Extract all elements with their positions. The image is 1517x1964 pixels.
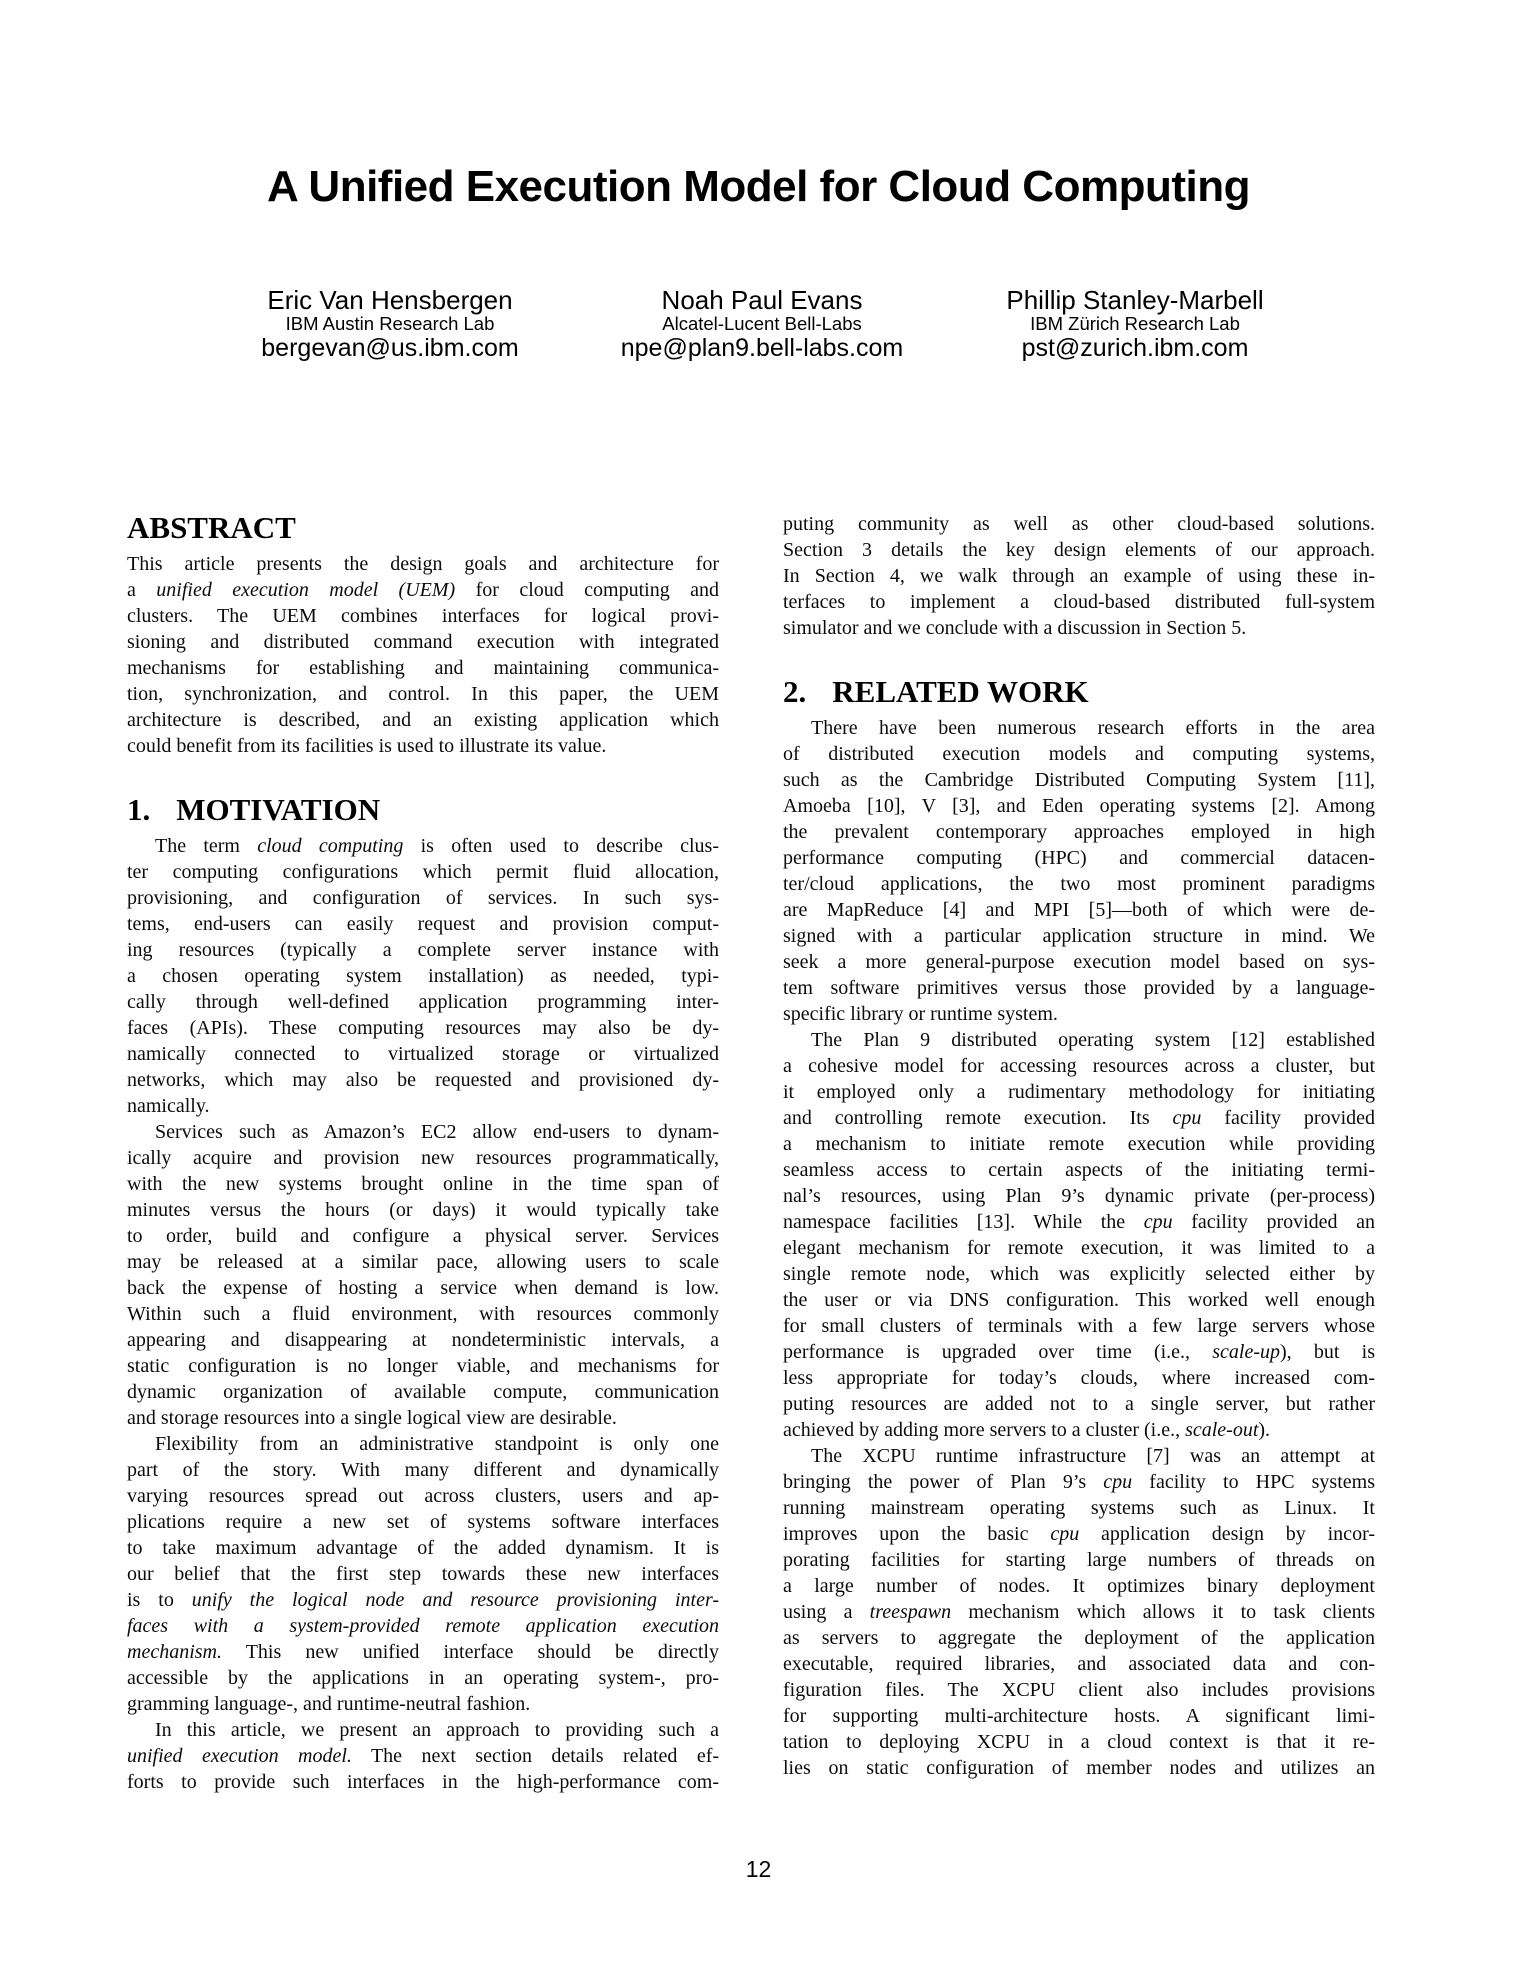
author-email: bergevan@us.ibm.com: [261, 334, 519, 362]
section-title: MOTIVATION: [176, 792, 381, 827]
paragraph: Services such as Amazon’s EC2 allow end-users to dynam- ically acquire and provision new resources programmatically, with the new systems brought online in the time span of minutes versus the hours (or days) it would typically take to order, build and configure a physical server. Services may be released at a similar pace, allowing users to scale back the expense of hosting a service when demand is low. Within such a fluid environment, with resources commonly appearing and disappearing at nondeterministic intervals, a static configuration is no longer viable, and mechanisms for dynamic organization of available compute, communication and storage resources into a single logical view are desirable.: [127, 1121, 719, 1429]
paragraph: In this article, we present an approach to providing such a unified execution model. The next section details related ef- forts to provide such interfaces in the high-performance com-: [127, 1719, 719, 1793]
author-affiliation: IBM Zürich Research Lab: [1030, 313, 1240, 334]
author-email: pst@zurich.ibm.com: [1021, 334, 1249, 362]
paragraph: Flexibility from an administrative standpoint is only one part of the story. With many different and dynamically varying resources spread out across clusters, users and ap- plications require a new set of systems software interfaces to take maximum advantage of the added dynamism. It is our belief that the first step towards these new interfaces is to unify the logical node and resource provisioning inter- faces with a system-provided remote application execution mechanism. This new unified interface should be directly accessible by the applications in an operating system-, pro- gramming language-, and runtime-neutral fashion.: [127, 1433, 719, 1715]
author-affiliation: IBM Austin Research Lab: [285, 313, 495, 334]
page-title: A Unified Execution Model for Cloud Computing: [267, 162, 1250, 211]
right-column: [783, 511, 1375, 1781]
abstract-text: This article presents the design goals and architecture for a unified execution model (UEM) for cloud computing and clusters. The UEM combines interfaces for logical provi- sioning and distributed command execution with integrated mechanisms for establishing and maintaining communica- tion, synchronization, and control. In this paper, the UEM architecture is described, and an existing application which could benefit from its facilities is used to illustrate its value.: [127, 553, 719, 757]
author-block: [885, 287, 1385, 363]
paragraph: puting community as well as other cloud-based solutions. Section 3 details the key design elements of our approach. In Section 4, we walk through an example of using these in- terfaces to implement a cloud-based distributed full-system simulator and we conclude with a discussion in Section 5.: [783, 513, 1375, 639]
author-name: Noah Paul Evans: [661, 285, 863, 315]
author-affiliation: Alcatel-Lucent Bell-Labs: [662, 313, 862, 334]
paragraph: The term cloud computing is often used to describe clus- ter computing configurations which permit fluid allocation, provisioning, and configuration of services. In such sys- tems, end-users can easily request and provision comput- ing resources (typically a complete server instance with a chosen operating system installation) as needed, typi- cally through well-defined application programming inter- faces (APIs). These computing resources may also be dy- namically connected to virtualized storage or virtualized networks, which may also be requested and provisioned dy- namically.: [127, 835, 719, 1117]
section-number: 2.: [783, 674, 807, 709]
author-name: Eric Van Hensbergen: [267, 285, 513, 315]
section-number: 1.: [127, 792, 151, 827]
page-number: 12: [745, 1856, 772, 1882]
left-column: [127, 511, 719, 1795]
abstract-heading: ABSTRACT: [127, 510, 296, 545]
author-name: Phillip Stanley-Marbell: [1006, 285, 1264, 315]
author-email: npe@plan9.bell-labs.com: [620, 334, 904, 362]
section-1-heading: [127, 793, 719, 827]
section-2-heading: [783, 675, 1375, 709]
paragraph: The XCPU runtime infrastructure [7] was an attempt at bringing the power of Plan 9’s cpu facility to HPC systems running mainstream operating systems such as Linux. It improves upon the basic cpu application design by incor- porating facilities for starting large numbers of threads on a large number of nodes. It optimizes binary deployment using a treespawn mechanism which allows it to task clients as servers to aggregate the deployment of the application executable, required libraries, and associated data and con- figuration files. The XCPU client also includes provisions for supporting multi-architecture hosts. A significant limi- tation to deploying XCPU in a cloud context is that it re- lies on static configuration of member nodes and utilizes an: [783, 1445, 1375, 1779]
paragraph: There have been numerous research efforts in the area of distributed execution models and computing systems, such as the Cambridge Distributed Computing System [11], Amoeba [10], V [3], and Eden operating systems [2]. Among the prevalent contemporary approaches employed in high performance computing (HPC) and commercial datacen- ter/cloud applications, the two most prominent paradigms are MapReduce [4] and MPI [5]—both of which were de- signed with a particular application structure in mind. We seek a more general-purpose execution model based on sys- tem software primitives versus those provided by a language- specific library or runtime system.: [783, 717, 1375, 1025]
section-title: RELATED WORK: [832, 674, 1089, 709]
paragraph: The Plan 9 distributed operating system [12] established a cohesive model for accessing resources across a cluster, but it employed only a rudimentary methodology for initiating and controlling remote execution. Its cpu facility provided a mechanism to initiate remote execution while providing seamless access to certain aspects of the initiating termi- nal’s resources, using Plan 9’s dynamic private (per-process) namespace facilities [13]. While the cpu facility provided an elegant mechanism for remote execution, it was limited to a single remote node, which was explicitly selected either by the user or via DNS configuration. This worked well enough for small clusters of terminals with a few large servers whose performance is upgraded over time (i.e., scale-up), but is less appropriate for today’s clouds, where increased com- puting resources are added not to a single server, but rather achieved by adding more servers to a cluster (i.e., scale-out).: [783, 1029, 1375, 1441]
